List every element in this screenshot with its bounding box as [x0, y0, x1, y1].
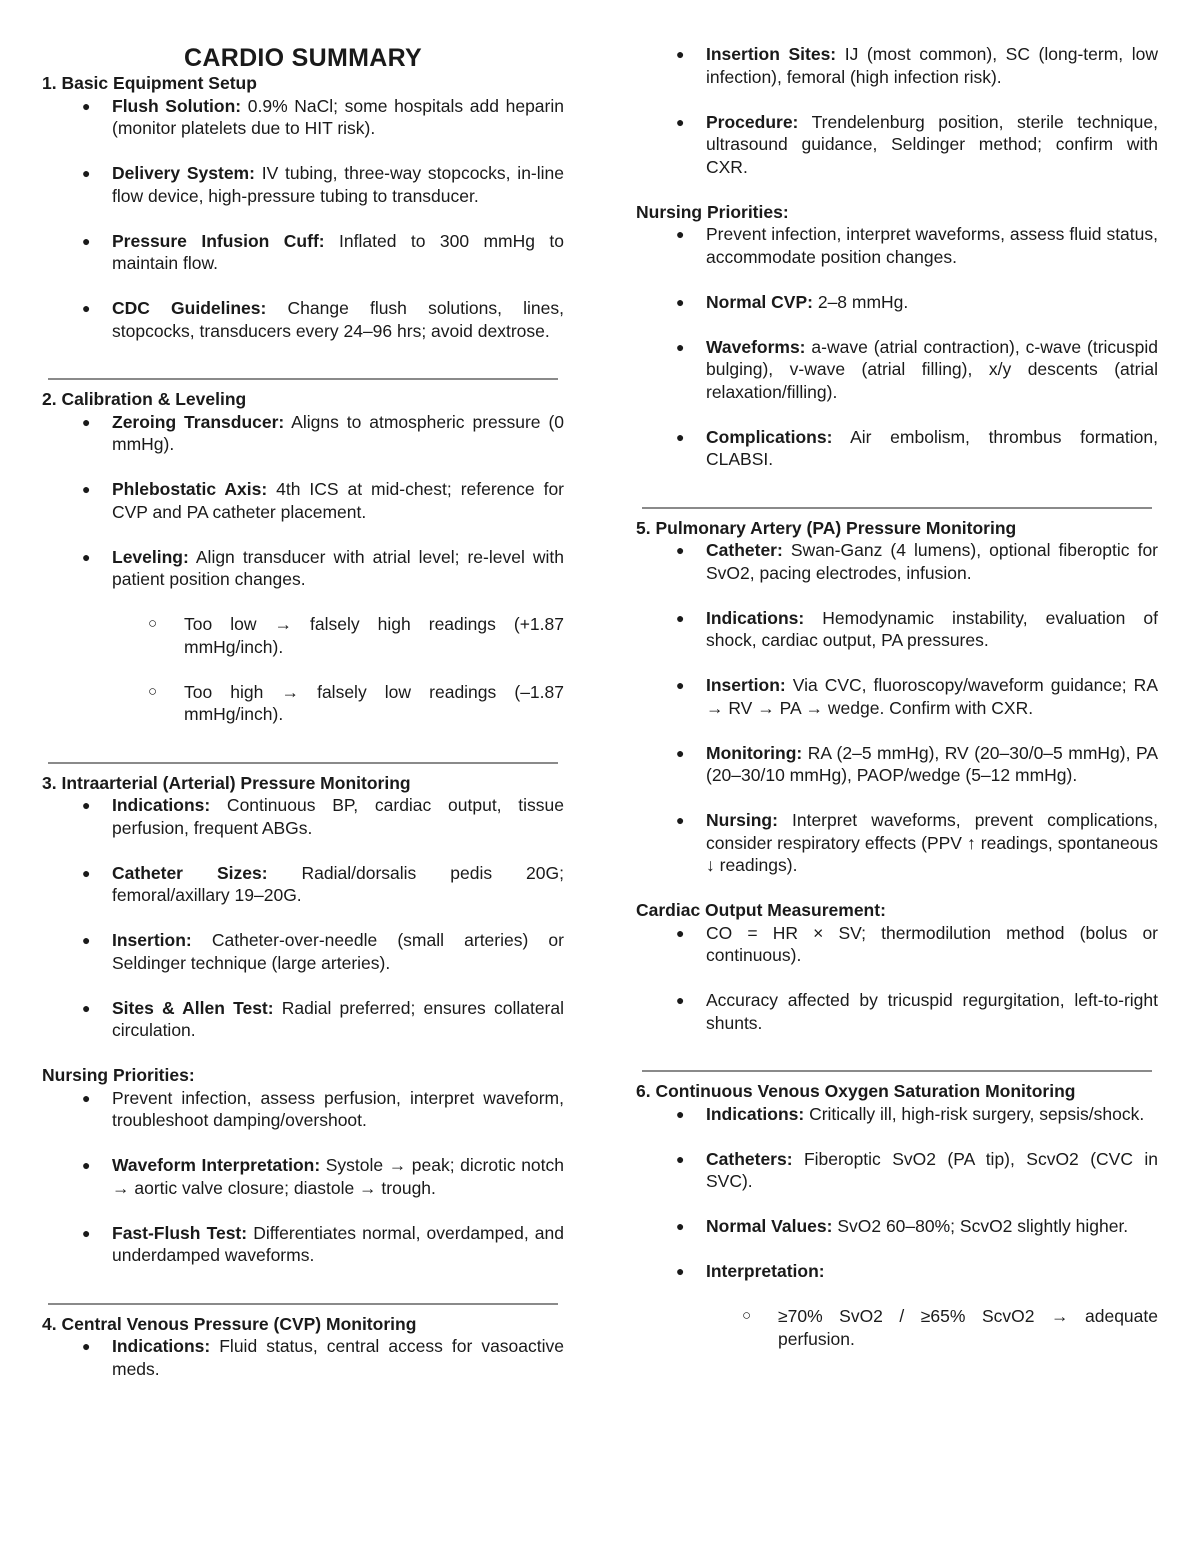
circle-bullet-icon: ○	[742, 1307, 752, 1324]
item-text: RA (2–5 mmHg), RV (20–30/0–5 mmHg), PA (20–30/10 mmHg), PAOP/wedge (5–12 mmHg).	[706, 742, 1158, 785]
item-label: Indications:	[112, 1336, 211, 1356]
item-text: Differentiates normal, overdamped, and underdamped waveforms.	[112, 1222, 564, 1265]
list-item	[42, 1154, 564, 1199]
item-text: Align transducer with atrial level; re-level with patient position changes.	[112, 546, 564, 589]
bullet-list	[636, 43, 1158, 178]
item-label: Indications:	[706, 1103, 805, 1124]
bullet-list	[42, 1087, 564, 1267]
item-text: Change flush solutions, lines, stopcocks, transducers every 24–96 hrs; avoid dextrose.	[112, 298, 564, 341]
section-venous-oxygen-monitoring	[636, 1080, 1158, 1350]
bullet-icon: ●	[676, 1105, 685, 1122]
list-item	[42, 1222, 564, 1267]
list-item	[42, 794, 564, 839]
list-item	[636, 1103, 1158, 1126]
section-heading: 1. Basic Equipment Setup	[42, 73, 257, 93]
list-item	[636, 607, 1158, 652]
item-text: Interpret waveforms, prevent complications, consider respiratory effects (PPV ↑ readings, spontaneous ↓ readings).	[706, 810, 1158, 875]
sub-item-text: Too low → falsely high readings (+1.87 mmHg/inch).	[184, 614, 564, 657]
item-text: Fiberoptic SvO2 (PA tip), ScvO2 (CVC in SVC).	[706, 1148, 1158, 1191]
item-label: Complications:	[706, 426, 833, 447]
item-text: Aligns to atmospheric pressure (0 mmHg).	[112, 411, 565, 454]
item-text: Critically ill, high-risk surgery, sepsis/shock.	[804, 1103, 1145, 1124]
section-heading: 6. Continuous Venous Oxygen Saturation Monitoring	[636, 1081, 1076, 1101]
left-column	[42, 40, 564, 1380]
item-label: Insertion:	[112, 930, 192, 950]
item-label: Insertion:	[706, 675, 786, 695]
item-text: Swan-Ganz (4 lumens), optional fiberoptic for SvO2, pacing electrodes, infusion.	[706, 540, 1158, 583]
bullet-icon: ●	[82, 1157, 91, 1173]
list-item	[636, 1148, 1158, 1193]
list-item	[42, 297, 564, 342]
sub-bullet-list	[112, 613, 564, 726]
list-item	[42, 230, 564, 275]
item-label: Catheter Sizes:	[112, 862, 268, 883]
item-text: Inflated to 300 mmHg to maintain flow.	[112, 230, 564, 273]
item-label: Insertion Sites:	[706, 44, 837, 64]
bullet-icon: ●	[676, 226, 685, 242]
item-text: Hemodynamic instability, evaluation of shock, cardiac output, PA pressures.	[706, 607, 1158, 650]
bullet-icon: ●	[676, 542, 685, 558]
item-text: Prevent infection, interpret waveforms, assess fluid status, accommodate position changes.	[706, 224, 1158, 267]
bullet-icon: ●	[676, 1150, 685, 1167]
sub-item-text: Too high → falsely low readings (–1.87 mmHg/inch).	[184, 681, 564, 724]
item-text: Fluid status, central access for vasoactive meds.	[112, 1336, 564, 1379]
item-label: Leveling:	[112, 546, 189, 567]
item-text: Systole → peak; dicrotic notch → aortic valve closure; diastole → trough.	[112, 1155, 564, 1198]
item-label: Indications:	[706, 607, 805, 628]
cardiac-output-heading: Cardiac Output Measurement:	[636, 900, 886, 920]
list-item	[42, 1335, 564, 1380]
section-arterial-monitoring	[42, 772, 564, 1267]
item-text: Prevent infection, assess perfusion, interpret waveform, troubleshoot damping/overshoot.	[112, 1087, 564, 1130]
list-item	[42, 546, 564, 726]
list-item	[636, 922, 1158, 967]
bullet-icon: ●	[82, 1338, 91, 1354]
section-calibration-leveling	[42, 388, 564, 726]
section-pa-monitoring	[636, 517, 1158, 1035]
sub-list-item	[112, 681, 564, 726]
bullet-icon: ●	[82, 165, 91, 181]
list-item	[42, 862, 564, 907]
bullet-icon: ●	[82, 413, 91, 430]
item-label: Procedure:	[706, 111, 799, 132]
item-text: CO = HR × SV; thermodilution method (bolus or continuous).	[706, 922, 1158, 965]
bullet-icon: ●	[676, 812, 685, 828]
item-label: Sites & Allen Test:	[112, 997, 274, 1018]
list-item	[636, 336, 1158, 404]
section-heading: 5. Pulmonary Artery (PA) Pressure Monitoring	[636, 517, 1017, 538]
sub-bullet-list	[706, 1305, 1158, 1350]
item-label: Normal CVP:	[706, 291, 813, 312]
item-text: Continuous BP, cardiac output, tissue perfusion, frequent ABGs.	[112, 795, 564, 838]
bullet-list	[42, 1335, 564, 1380]
item-label: CDC Guidelines:	[112, 298, 267, 318]
bullet-icon: ●	[82, 232, 91, 249]
list-item	[636, 1260, 1158, 1350]
item-label: Catheters:	[706, 1148, 793, 1169]
nursing-priorities-heading: Nursing Priorities:	[42, 1065, 195, 1085]
list-item	[42, 478, 564, 523]
right-column	[636, 43, 1158, 1350]
item-text: 0.9% NaCl; some hospitals add heparin (monitor platelets due to HIT risk).	[112, 95, 564, 138]
list-item	[636, 1215, 1158, 1238]
bullet-icon: ●	[676, 293, 685, 310]
item-text: 4th ICS at mid-chest; reference for CVP and PA catheter placement.	[112, 479, 565, 522]
item-label: Zeroing Transducer:	[112, 411, 285, 432]
list-item	[636, 291, 1158, 314]
bullet-icon: ●	[676, 992, 685, 1008]
item-label: Indications:	[112, 795, 211, 815]
bullet-list	[636, 1103, 1158, 1351]
bullet-icon: ●	[676, 1218, 685, 1234]
item-label: Phlebostatic Axis:	[112, 479, 268, 499]
item-text: Radial preferred; ensures collateral circulation.	[112, 997, 564, 1040]
item-text: IJ (most common), SC (long-term, low infection), femoral (high infection risk).	[706, 44, 1158, 87]
item-text: 2–8 mmHg.	[812, 291, 909, 312]
bullet-icon: ●	[676, 46, 685, 62]
bullet-icon: ●	[676, 924, 685, 941]
bullet-icon: ●	[676, 744, 685, 761]
bullet-icon: ●	[82, 481, 91, 497]
bullet-icon: ●	[82, 548, 91, 565]
item-label: Fast-Flush Test:	[112, 1222, 248, 1243]
list-item	[636, 223, 1158, 268]
bullet-list	[42, 95, 564, 343]
list-item	[636, 426, 1158, 471]
sub-item-text: ≥70% SvO2 / ≥65% ScvO2 → adequate perfusion.	[778, 1306, 1158, 1349]
item-label: Flush Solution:	[112, 95, 242, 116]
item-text: a-wave (atrial contraction), c-wave (tricuspid bulging), v-wave (atrial filling), x/y descents (atrial relaxation/filling).	[706, 336, 1158, 402]
bullet-icon: ●	[676, 338, 685, 355]
section-basic-equipment	[42, 72, 564, 342]
bullet-list	[42, 411, 564, 726]
list-item	[636, 742, 1158, 787]
bullet-list	[636, 223, 1158, 471]
bullet-icon: ●	[82, 300, 91, 316]
bullet-icon: ●	[82, 797, 91, 813]
bullet-list	[636, 539, 1158, 877]
item-text: Trendelenburg position, sterile technique, ultrasound guidance, Seldinger method; confirm with CXR.	[706, 111, 1158, 177]
section-heading: 2. Calibration & Leveling	[42, 389, 247, 409]
section-heading: 3. Intraarterial (Arterial) Pressure Monitoring	[42, 772, 411, 793]
bullet-icon: ●	[82, 864, 91, 881]
item-label: Nursing:	[706, 810, 778, 830]
section-cvp-monitoring-continued	[636, 43, 1158, 471]
sub-list-item	[112, 613, 564, 658]
bullet-icon: ●	[82, 932, 91, 948]
item-text: IV tubing, three-way stopcocks, in-line flow device, high-pressure tubing to transducer.	[112, 163, 564, 206]
item-label: Waveforms:	[706, 336, 806, 357]
bullet-icon: ●	[676, 113, 685, 130]
bullet-icon: ●	[82, 97, 91, 114]
list-item	[42, 95, 564, 140]
page-title: CARDIO SUMMARY	[184, 44, 422, 72]
item-label: Interpretation:	[706, 1261, 825, 1281]
section-cvp-monitoring	[42, 1313, 564, 1381]
item-text: SvO2 60–80%; ScvO2 slightly higher.	[832, 1216, 1129, 1236]
item-label: Waveform Interpretation:	[112, 1155, 321, 1175]
nursing-priorities-heading: Nursing Priorities:	[636, 201, 789, 222]
bullet-list	[42, 794, 564, 1042]
item-label: Monitoring:	[706, 742, 803, 763]
circle-bullet-icon: ○	[148, 615, 158, 632]
list-item	[636, 674, 1158, 719]
item-label: Normal Values:	[706, 1216, 833, 1236]
section-heading: 4. Central Venous Pressure (CVP) Monitoring	[42, 1313, 417, 1334]
item-label: Pressure Infusion Cuff:	[112, 230, 325, 251]
list-item	[42, 411, 564, 456]
bullet-icon: ●	[82, 1224, 91, 1241]
list-item	[636, 43, 1158, 88]
item-text: Radial/dorsalis pedis 20G; femoral/axillary 19–20G.	[112, 862, 565, 905]
bullet-icon: ●	[676, 428, 685, 445]
bullet-icon: ●	[676, 1263, 685, 1279]
item-label: Catheter:	[706, 540, 783, 560]
item-label: Delivery System:	[112, 163, 255, 183]
list-item	[42, 997, 564, 1042]
circle-bullet-icon: ○	[148, 682, 158, 700]
sub-list-item	[706, 1305, 1158, 1350]
bullet-icon: ●	[676, 609, 685, 626]
item-text: Air embolism, thrombus formation, CLABSI.	[706, 426, 1158, 469]
list-item	[636, 809, 1158, 877]
bullet-icon: ●	[82, 1089, 91, 1106]
list-item	[42, 1087, 564, 1132]
list-item	[42, 162, 564, 207]
item-text: Catheter-over-needle (small arteries) or Seldinger technique (large arteries).	[112, 930, 564, 973]
list-item	[636, 989, 1158, 1034]
list-item	[42, 929, 564, 974]
item-text: Accuracy affected by tricuspid regurgitation, left-to-right shunts.	[706, 990, 1158, 1033]
list-item	[636, 539, 1158, 584]
bullet-icon: ●	[82, 999, 91, 1016]
bullet-list	[636, 922, 1158, 1035]
item-text: Via CVC, fluoroscopy/waveform guidance; RA → RV → PA → wedge. Confirm with CXR.	[706, 675, 1158, 718]
bullet-icon: ●	[676, 677, 685, 693]
list-item	[636, 111, 1158, 179]
